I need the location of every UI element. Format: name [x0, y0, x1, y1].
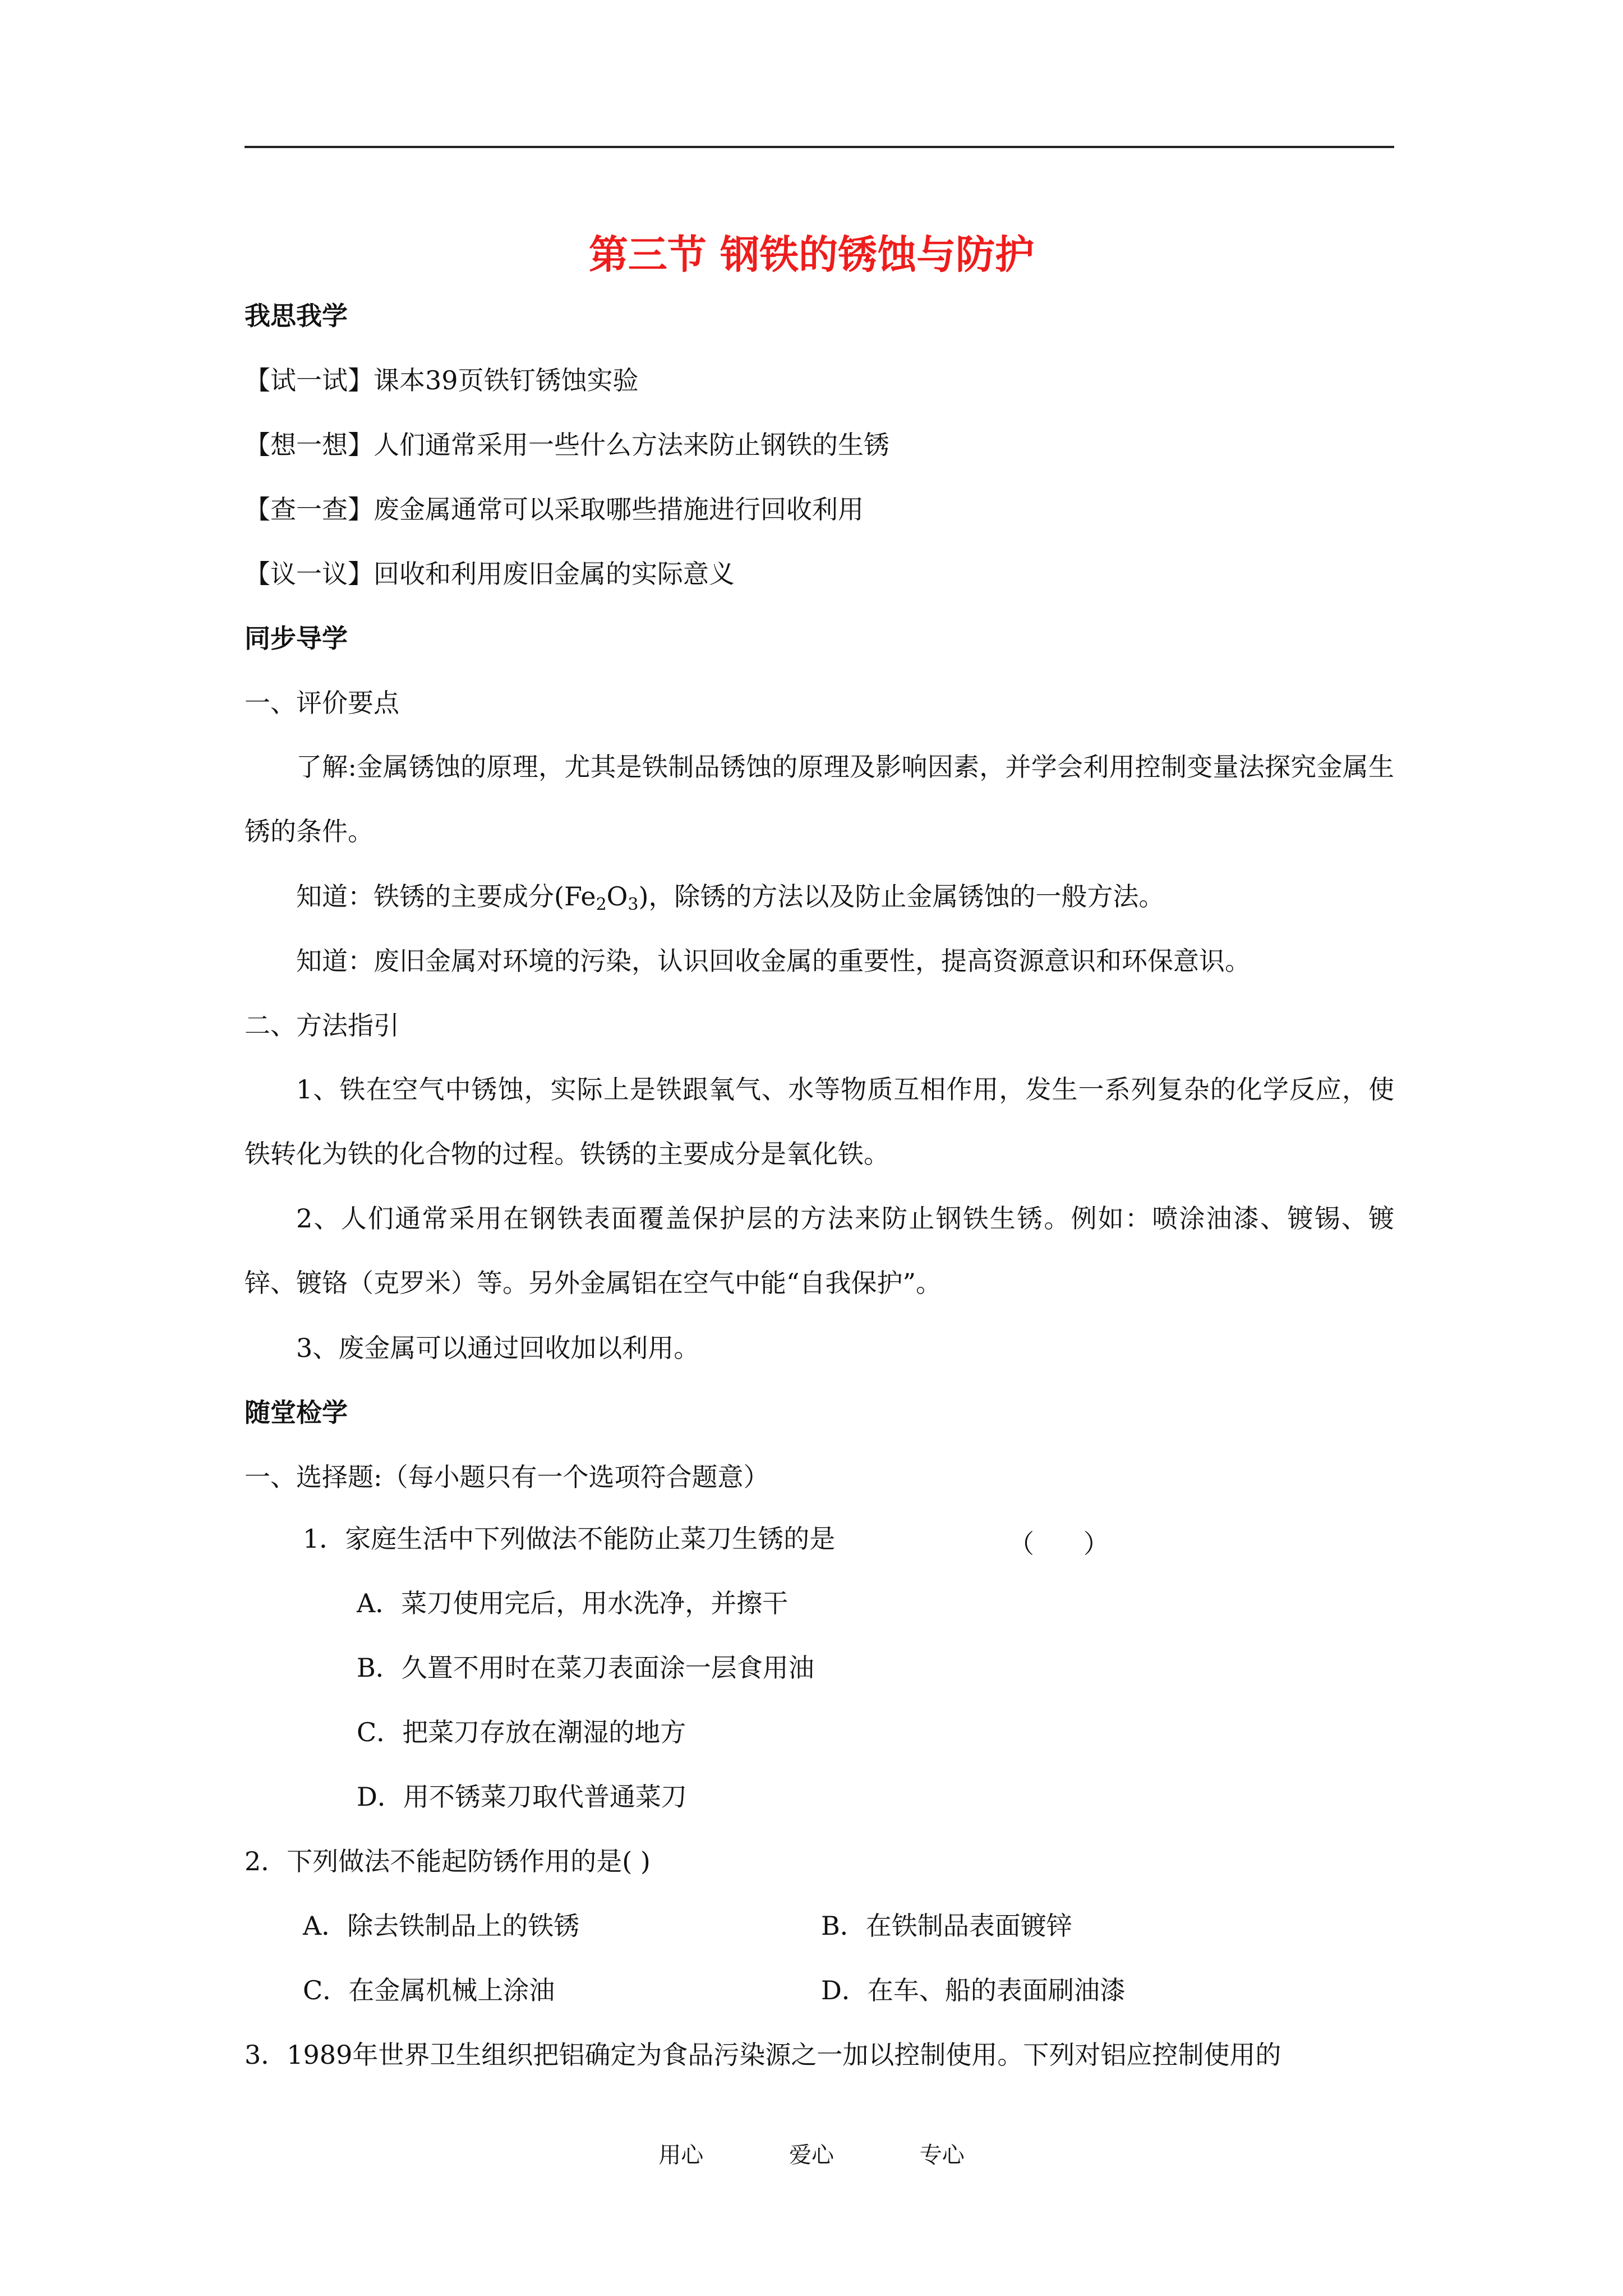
item-discuss: 【议一议】回收和利用废旧金属的实际意义: [245, 559, 735, 589]
method-1: 1、铁在空气中锈蚀，实际上是铁跟氧气、水等物质互相作用，发生一系列复杂的化学反应，使铁转化为铁的化合物的过程。铁锈的主要成分是氧化铁。: [245, 1074, 1394, 1169]
section-heading-quiz: 随堂检学: [245, 1397, 348, 1428]
footer-text: 用心: [658, 2142, 704, 2168]
text-part: 知道：铁锈的主要成分(Fe: [296, 881, 596, 912]
subheading-evaluation: 一、评价要点: [245, 688, 399, 718]
question-1-answer-blank: （ ）: [1008, 1529, 1109, 1559]
section-heading-guide: 同步导学: [245, 623, 348, 654]
q2-option-a: A．除去铁制品上的铁锈: [303, 1911, 580, 1941]
subheading-method: 二、方法指引: [245, 1010, 399, 1041]
text-part: )，除锈的方法以及防止金属锈蚀的一般方法。: [638, 881, 1165, 912]
item-check: 【查一查】废金属通常可以采取哪些措施进行回收利用: [245, 494, 864, 524]
question-3-stem: 3．1989年世界卫生组织把铝确定为食品污染源之一加以控制使用。下列对铝应控制使用的: [245, 2040, 1281, 2070]
subscript: 2: [596, 895, 607, 914]
item-think: 【想一想】人们通常采用一些什么方法来防止钢铁的生锈: [245, 430, 889, 460]
footer-text: 爱心: [789, 2142, 834, 2168]
q1-option-d: D．用不锈菜刀取代普通菜刀: [357, 1782, 687, 1812]
item-try: 【试一试】课本39页铁钉锈蚀实验: [245, 365, 639, 395]
text-part: O: [606, 881, 628, 912]
paragraph-know-rust: [296, 881, 1165, 914]
question-1-stem: 1．家庭生活中下列做法不能防止菜刀生锈的是: [303, 1524, 836, 1554]
q1-option-c: C．把菜刀存放在潮湿的地方: [357, 1717, 686, 1747]
page-footer: [0, 2137, 1623, 2169]
subheading-choice: 一、选择题:（每小题只有一个选项符合题意）: [245, 1462, 769, 1492]
method-2: 2、人们通常采用在钢铁表面覆盖保护层的方法来防止钢铁生锈。例如：喷涂油漆、镀锡、镀锌、镀铬（克罗米）等。另外金属铝在空气中能“自我保护”。: [245, 1203, 1394, 1298]
q2-option-b: B．在铁制品表面镀锌: [821, 1911, 1072, 1941]
page-title: 第三节 钢铁的锈蚀与防护: [588, 232, 1035, 278]
q2-option-d: D．在车、船的表面刷油漆: [821, 1975, 1126, 2005]
section-heading-reflect: 我思我学: [245, 301, 348, 331]
question-2-stem: 2．下列做法不能起防锈作用的是( ): [245, 1846, 651, 1876]
q1-option-b: B．久置不用时在菜刀表面涂一层食用油: [357, 1653, 814, 1683]
paragraph-understand: 了解:金属锈蚀的原理，尤其是铁制品锈蚀的原理及影响因素，并学会利用控制变量法探究金属生锈的条件。: [245, 752, 1394, 846]
header-rule: [245, 146, 1394, 148]
q2-option-c: C．在金属机械上涂油: [303, 1975, 555, 2005]
q1-option-a: A．菜刀使用完后，用水洗净，并擦干: [357, 1588, 789, 1618]
footer-text: 专心: [919, 2142, 965, 2168]
paragraph-know-recycle: 知道：废旧金属对环境的污染，认识回收金属的重要性，提高资源意识和环保意识。: [296, 946, 1251, 976]
method-3: 3、废金属可以通过回收加以利用。: [296, 1333, 700, 1363]
subscript: 3: [628, 895, 639, 914]
